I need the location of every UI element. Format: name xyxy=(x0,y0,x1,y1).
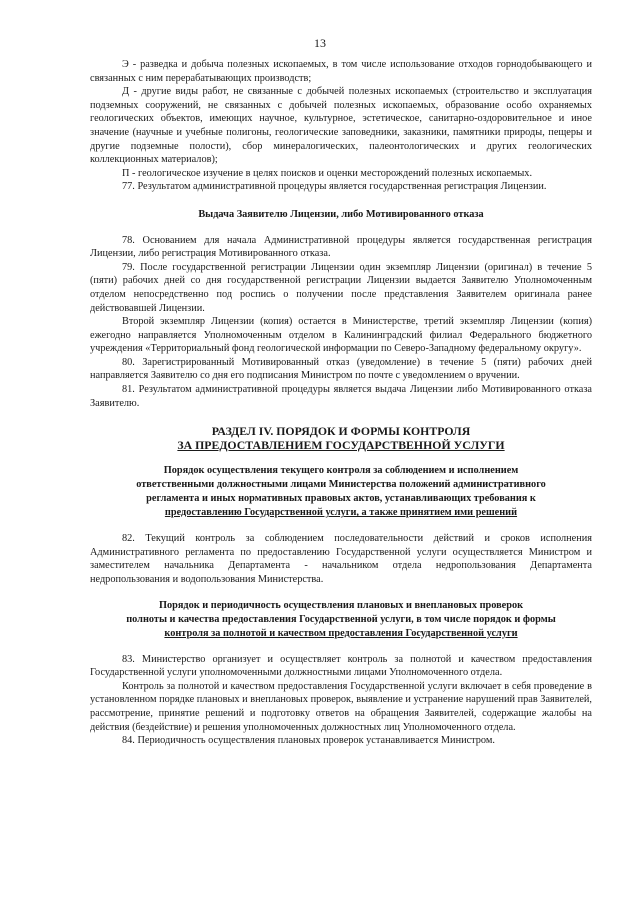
paragraph-83: 83. Министерство организует и осуществляет контроль за полнотой и качеством предоставления Государственной услуги уполномоченными должностными лицами Уполномоченного отдела. xyxy=(90,653,592,679)
heading-periodic-line: контроля за полнотой и качеством предоставления Государственной услуги xyxy=(164,627,518,639)
section-heading-line-2: ЗА ПРЕДОСТАВЛЕНИЕМ ГОСУДАРСТВЕННОЙ УСЛУГИ xyxy=(177,438,505,453)
paragraph-77: 77. Результатом административной процедуры является государственная регистрация Лицензии. xyxy=(122,181,547,193)
heading-issue-license: Выдача Заявителю Лицензии, либо Мотивированного отказа xyxy=(198,208,484,220)
page-number: 13 xyxy=(314,36,326,50)
heading-current-control-line: предоставлению Государственной услуги, а также принятием ими решений xyxy=(164,507,518,519)
paragraph-82: 82. Текущий контроль за соблюдением последовательности действий и сроков исполнения Административного регламента по предоставлению Государственной услуги осуществляется Министром и заместителем начальника Департамента - начальником отдела недропользования Департамента недропользования и водопользования Министерства. xyxy=(90,533,592,586)
paragraph-type-d: Д - другие виды работ, не связанные с добычей полезных ископаемых (строительство и эксплуатация подземных сооружений, не связанных с добычей полезных ископаемых, образование особо охраняемых геологических объектов, имеющих научное, культурное, эстетическое, санитарно-оздоровительное и иное значение (научные и учебные полигоны, геологические заповедники, заказники, памятники природы, пещеры и другие подземные полости), сбор минералогических, палеонтологических и других геологических коллекционных материалов); xyxy=(90,86,592,166)
section-heading-line-1: РАЗДЕЛ IV. ПОРЯДОК И ФОРМЫ КОНТРОЛЯ xyxy=(211,424,471,439)
paragraph-second-copy: Второй экземпляр Лицензии (копия) остается в Министерстве, третий экземпляр Лицензии (копия) ежегодно направляется Уполномоченным отделом в Калининградский филиал Федерального бюджетного учреждения «Территориальный фонд геологической информации по Северо-Западному федеральному округу». xyxy=(90,316,592,355)
heading-periodic-checks xyxy=(90,599,592,641)
section-heading xyxy=(90,424,592,452)
document-body xyxy=(90,58,592,748)
paragraph-81: 81. Результатом административной процедуры является выдача Лицензии либо Мотивированного отказа Заявителю. xyxy=(90,384,592,409)
heading-current-control xyxy=(90,464,592,520)
paragraph-84: 84. Периодичность осуществления плановых проверок устанавливается Министром. xyxy=(122,735,495,747)
paragraph-78: 78. Основанием для начала Административной процедуры является государственная регистрация Лицензии, либо регистрация Мотивированного отказа. xyxy=(90,234,592,260)
heading-periodic-line: полноты и качества предоставления Государственной услуги, в том числе порядок и формы xyxy=(126,613,556,625)
heading-periodic-line: Порядок и периодичность осуществления плановых и внеплановых проверок xyxy=(158,599,524,611)
heading-current-control-line: Порядок осуществления текущего контроля за соблюдением и исполнением xyxy=(163,465,519,477)
heading-current-control-line: ответственными должностными лицами Министерства положений административного xyxy=(136,479,546,491)
heading-current-control-line: регламента и иных нормативных правовых актов, устанавливающих требования к xyxy=(146,493,536,505)
paragraph-type-e: Э - разведка и добыча полезных ископаемых, в том числе использование отходов горнодобывающего и связанных с ним перерабатывающих производств; xyxy=(90,59,592,84)
paragraph-control-includes: Контроль за полнотой и качеством предоставления Государственной услуги включает в себя проведение в установленном порядке плановых и внеплановых проверок, выявление и устранение нарушений прав Заявителей, рассмотрение, принятие решений и подготовку ответов на обращения Заявителей, содержащие жалобы на действия (бездействие) и решения уполномоченных должностных лиц Уполномоченного отдела. xyxy=(90,680,592,733)
paragraph-type-p: П - геологическое изучение в целях поисков и оценки месторождений полезных ископаемых. xyxy=(122,167,533,179)
paragraph-80: 80. Зарегистрированный Мотивированный отказ (уведомление) в течение 5 (пяти) рабочих дней направляется Заявителю со дня его подписания Министром по почте с уведомлением о вручении. xyxy=(90,356,592,382)
paragraph-79: 79. После государственной регистрации Лицензии один экземпляр Лицензии (оригинал) в течение 5 (пяти) рабочих дней со дня государственной регистрации Лицензии выдается Заявителю Уполномоченным отделом непосредственно под роспись о получении после представления Заявителем оригинала ранее действовавшей Лицензии. xyxy=(90,261,592,314)
